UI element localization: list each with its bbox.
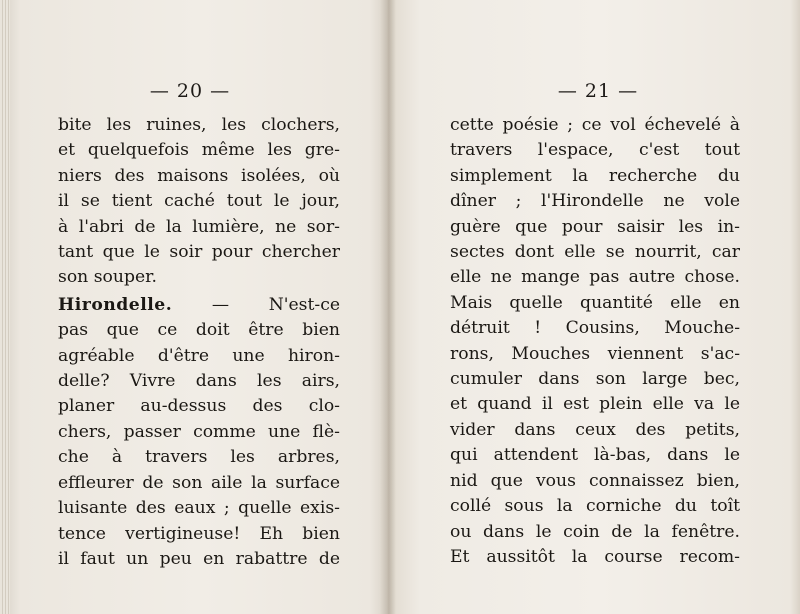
text-line: son souper.	[58, 267, 157, 288]
text-line: cumuler dans son large bec,	[450, 369, 740, 390]
text-line: vider dans ceux des petits,	[450, 419, 740, 440]
text-line: qui attendent là-bas, dans le	[450, 445, 740, 466]
right-page	[396, 0, 800, 614]
left-page	[0, 0, 388, 614]
text-line: tant que le soir pour chercher	[58, 242, 340, 263]
text-line: collé sous la corniche du toît	[450, 496, 740, 517]
text-line: elle ne mange pas autre chose.	[450, 267, 740, 288]
text-line: sectes dont elle se nourrit, car	[450, 242, 740, 263]
page-number: — 21 —	[557, 80, 639, 102]
text-line: nid que vous connaissez bien,	[450, 470, 740, 491]
text-line: il se tient caché tout le jour,	[58, 191, 340, 212]
text-line: simplement la recherche du	[450, 165, 740, 186]
text-line: ou dans le coin de la fenêtre.	[450, 521, 740, 542]
text-line: rons, Mouches viennent s'ac-	[450, 343, 740, 364]
text-line: tence vertigineuse! Eh bien	[58, 523, 340, 544]
page-number: — 20 —	[149, 80, 231, 102]
text-line: che à travers les arbres,	[58, 447, 340, 468]
heading-continuation: — N'est-ce	[172, 294, 340, 315]
text-line: et quand il est plein elle va le	[450, 394, 740, 415]
text-line: planer au-dessus des clo-	[58, 396, 340, 417]
text-line: à l'abri de la lumière, ne sor-	[58, 216, 340, 237]
text-line: effleurer de son aile la surface	[58, 472, 340, 493]
paragraph-heading: Hirondelle.	[58, 294, 173, 315]
text-line: luisante des eaux ; quelle exis-	[58, 498, 340, 519]
page-body-text	[58, 113, 340, 572]
text-line: bite les ruines, les clochers,	[58, 115, 340, 135]
text-line: guère que pour saisir les in-	[450, 216, 740, 237]
paragraph-heading-line	[58, 293, 340, 318]
text-line: Et aussitôt la course recom-	[450, 546, 740, 567]
text-line: et quelquefois même les gre-	[58, 140, 340, 161]
page-body-text	[450, 113, 740, 570]
text-line: pas que ce doit être bien	[58, 320, 340, 341]
text-line: dîner ; l'Hirondelle ne vole	[450, 191, 740, 212]
text-line: niers des maisons isolées, où	[58, 165, 340, 186]
text-line: détruit ! Cousins, Mouche-	[450, 318, 740, 339]
text-line: travers l'espace, c'est tout	[450, 140, 740, 161]
text-line: il faut un peu en rabattre de	[58, 548, 340, 569]
text-line: cette poésie ; ce vol échevelé à	[450, 115, 740, 135]
text-line: Mais quelle quantité elle en	[450, 292, 740, 313]
text-line: delle? Vivre dans les airs,	[58, 371, 340, 392]
text-line: agréable d'être une hiron-	[58, 345, 340, 366]
text-line: chers, passer comme une flè-	[58, 421, 340, 442]
